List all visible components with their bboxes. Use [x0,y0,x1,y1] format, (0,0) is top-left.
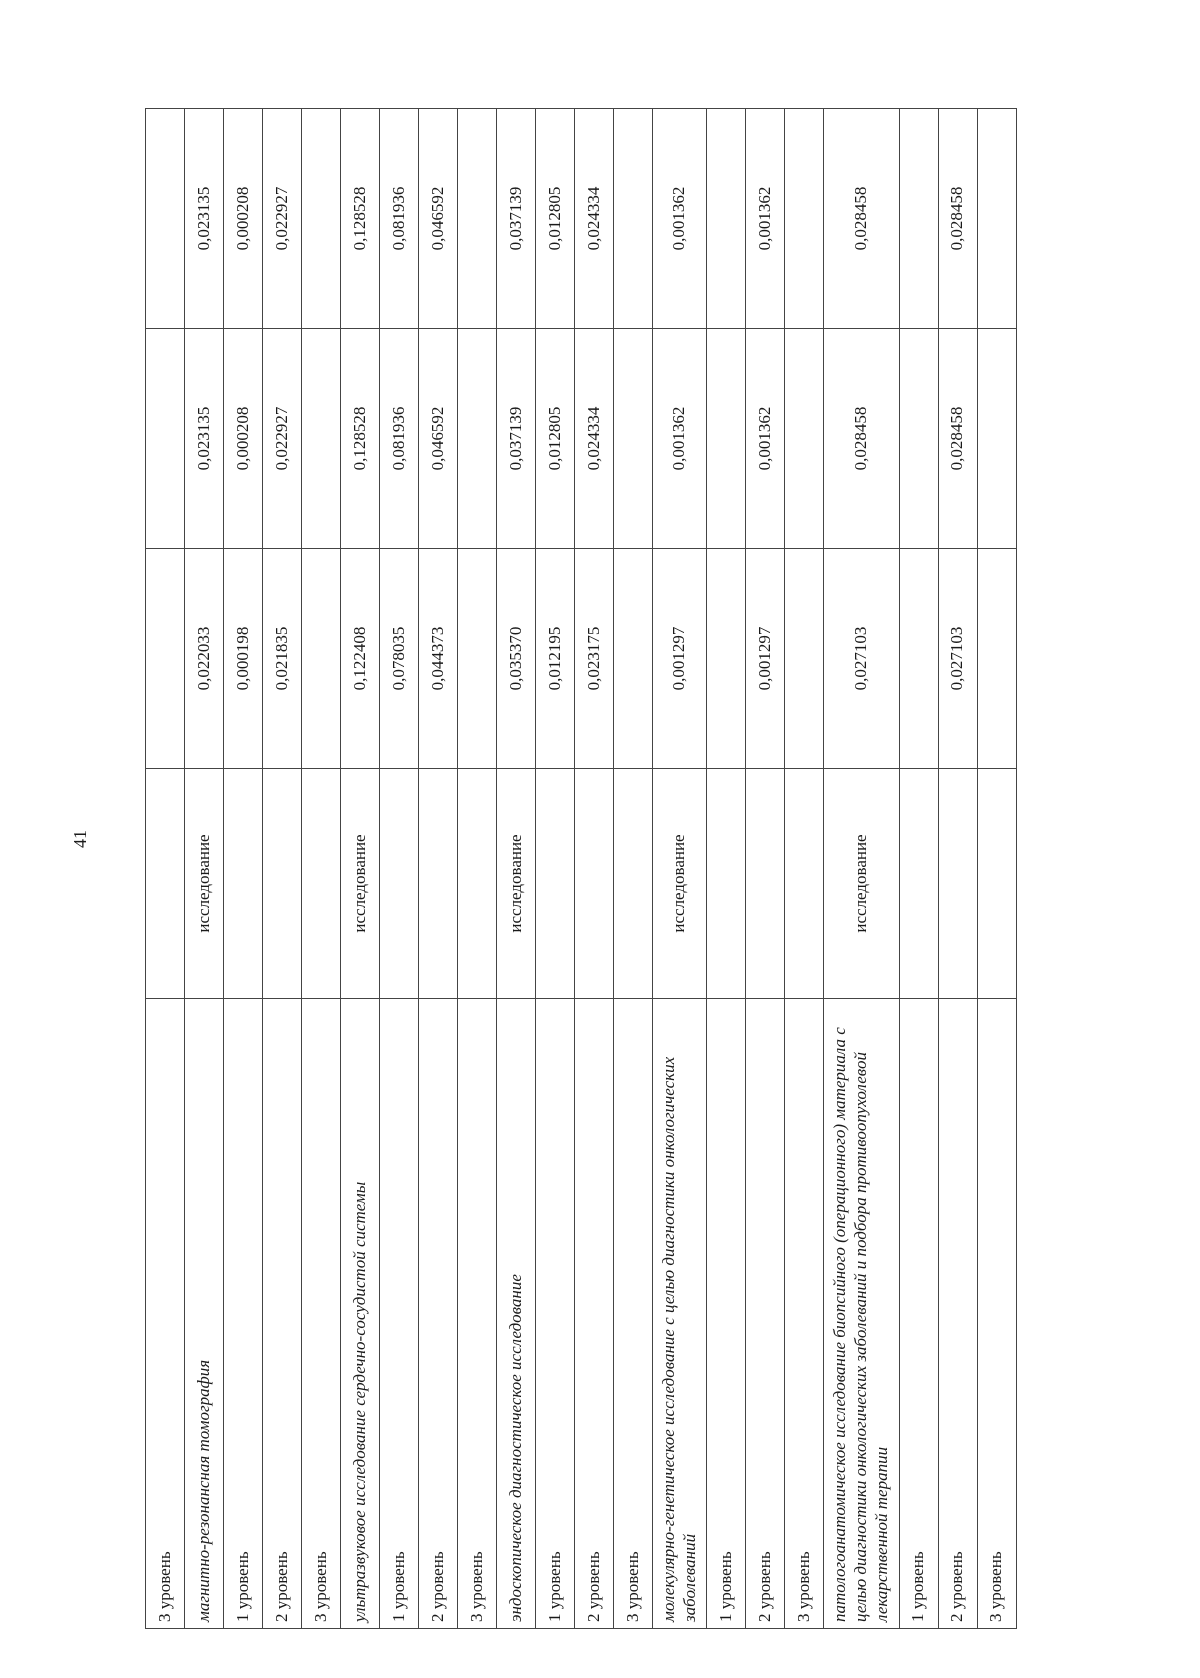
row-name-cell: патологоанатомическое исследование биопсийного (операционного) материала с целью диагностики онкологических заболеваний и подбора противоопухолевой лекарственной терапии [824,999,899,1629]
row-value-2-cell: 0,037139 [497,329,536,549]
row-value-3-cell: 0,022927 [263,109,302,329]
row-unit-cell [575,769,614,999]
table-row [302,109,341,1629]
table-row [224,109,263,1629]
row-unit-cell [707,769,746,999]
table-row [653,109,707,1629]
row-value-3-cell [614,109,653,329]
row-value-1-cell: 0,000198 [224,549,263,769]
table-row [341,109,380,1629]
row-unit-cell: исследование [497,769,536,999]
row-unit-cell [746,769,785,999]
row-value-3-cell: 0,046592 [419,109,458,329]
row-name-cell: 1 уровень [380,999,419,1629]
row-value-3-cell: 0,028458 [938,109,977,329]
row-unit-cell [419,769,458,999]
row-value-2-cell: 0,023135 [185,329,224,549]
table-row [263,109,302,1629]
row-value-1-cell [977,549,1016,769]
row-value-2-cell: 0,012805 [536,329,575,549]
table-row [746,109,785,1629]
row-unit-cell [977,769,1016,999]
row-value-1-cell: 0,001297 [653,549,707,769]
table-body [146,109,1017,1629]
row-unit-cell [224,769,263,999]
table-row [419,109,458,1629]
row-unit-cell: исследование [653,769,707,999]
row-unit-cell: исследование [185,769,224,999]
row-name-cell: эндоскопическое диагностическое исследование [497,999,536,1629]
row-value-3-cell: 0,037139 [497,109,536,329]
row-value-2-cell [899,329,938,549]
row-unit-cell [380,769,419,999]
row-unit-cell [146,769,185,999]
row-value-2-cell [785,329,824,549]
row-value-3-cell [977,109,1016,329]
row-value-1-cell: 0,023175 [575,549,614,769]
row-value-1-cell [785,549,824,769]
row-unit-cell [614,769,653,999]
row-value-1-cell: 0,027103 [938,549,977,769]
row-value-1-cell [899,549,938,769]
row-value-1-cell [458,549,497,769]
row-value-3-cell [785,109,824,329]
row-value-3-cell: 0,081936 [380,109,419,329]
row-value-1-cell: 0,044373 [419,549,458,769]
row-unit-cell [263,769,302,999]
table-row [497,109,536,1629]
row-value-1-cell: 0,021835 [263,549,302,769]
row-value-3-cell [146,109,185,329]
row-name-cell: 2 уровень [575,999,614,1629]
row-value-3-cell: 0,024334 [575,109,614,329]
row-name-cell: 2 уровень [938,999,977,1629]
row-value-1-cell: 0,022033 [185,549,224,769]
row-name-cell: магнитно-резонансная томография [185,999,224,1629]
row-value-1-cell [707,549,746,769]
row-value-1-cell: 0,122408 [341,549,380,769]
row-unit-cell [302,769,341,999]
row-value-2-cell: 0,081936 [380,329,419,549]
row-value-2-cell: 0,001362 [653,329,707,549]
row-value-3-cell: 0,028458 [824,109,899,329]
row-value-3-cell: 0,001362 [653,109,707,329]
row-name-cell: 2 уровень [419,999,458,1629]
row-value-3-cell: 0,012805 [536,109,575,329]
row-value-3-cell [899,109,938,329]
row-name-cell: 3 уровень [302,999,341,1629]
row-unit-cell [785,769,824,999]
table-row [899,109,938,1629]
row-value-1-cell: 0,078035 [380,549,419,769]
row-name-cell: 3 уровень [614,999,653,1629]
table-row [185,109,224,1629]
row-value-2-cell [302,329,341,549]
row-value-3-cell: 0,023135 [185,109,224,329]
row-unit-cell: исследование [341,769,380,999]
table-row [614,109,653,1629]
table-row [536,109,575,1629]
row-value-1-cell [302,549,341,769]
row-unit-cell [899,769,938,999]
row-name-cell: 3 уровень [785,999,824,1629]
data-table [145,108,1017,1629]
row-value-3-cell [302,109,341,329]
table-row [977,109,1016,1629]
row-value-2-cell [458,329,497,549]
row-name-cell: 1 уровень [707,999,746,1629]
row-unit-cell: исследование [824,769,899,999]
row-value-3-cell: 0,001362 [746,109,785,329]
row-value-2-cell: 0,000208 [224,329,263,549]
row-unit-cell [458,769,497,999]
row-unit-cell [536,769,575,999]
row-value-1-cell: 0,001297 [746,549,785,769]
row-value-1-cell: 0,027103 [824,549,899,769]
row-value-2-cell: 0,001362 [746,329,785,549]
row-name-cell: 2 уровень [746,999,785,1629]
row-name-cell: 3 уровень [977,999,1016,1629]
row-value-1-cell [146,549,185,769]
row-name-cell: 2 уровень [263,999,302,1629]
row-value-1-cell: 0,012195 [536,549,575,769]
data-table-container [145,109,1040,1629]
row-name-cell: 3 уровень [146,999,185,1629]
row-unit-cell [938,769,977,999]
row-value-3-cell: 0,000208 [224,109,263,329]
row-name-cell: 1 уровень [899,999,938,1629]
row-value-2-cell: 0,046592 [419,329,458,549]
row-value-2-cell: 0,028458 [824,329,899,549]
row-value-3-cell [458,109,497,329]
row-value-2-cell [707,329,746,549]
page-number: 41 [70,830,90,848]
table-row [575,109,614,1629]
row-value-2-cell: 0,128528 [341,329,380,549]
row-name-cell: ультразвуковое исследование сердечно-сосудистой системы [341,999,380,1629]
table-row [458,109,497,1629]
row-name-cell: 1 уровень [536,999,575,1629]
row-name-cell: 3 уровень [458,999,497,1629]
row-name-cell: молекулярно-генетическое исследование с целью диагностики онкологических заболеваний [653,999,707,1629]
row-value-1-cell [614,549,653,769]
row-name-cell: 1 уровень [224,999,263,1629]
row-value-1-cell: 0,035370 [497,549,536,769]
table-row [146,109,185,1629]
table-row [707,109,746,1629]
table-row [380,109,419,1629]
row-value-2-cell: 0,022927 [263,329,302,549]
table-row [785,109,824,1629]
row-value-2-cell: 0,028458 [938,329,977,549]
row-value-3-cell [707,109,746,329]
row-value-2-cell [614,329,653,549]
row-value-2-cell [146,329,185,549]
row-value-2-cell [977,329,1016,549]
table-row [938,109,977,1629]
row-value-2-cell: 0,024334 [575,329,614,549]
table-row [824,109,899,1629]
row-value-3-cell: 0,128528 [341,109,380,329]
